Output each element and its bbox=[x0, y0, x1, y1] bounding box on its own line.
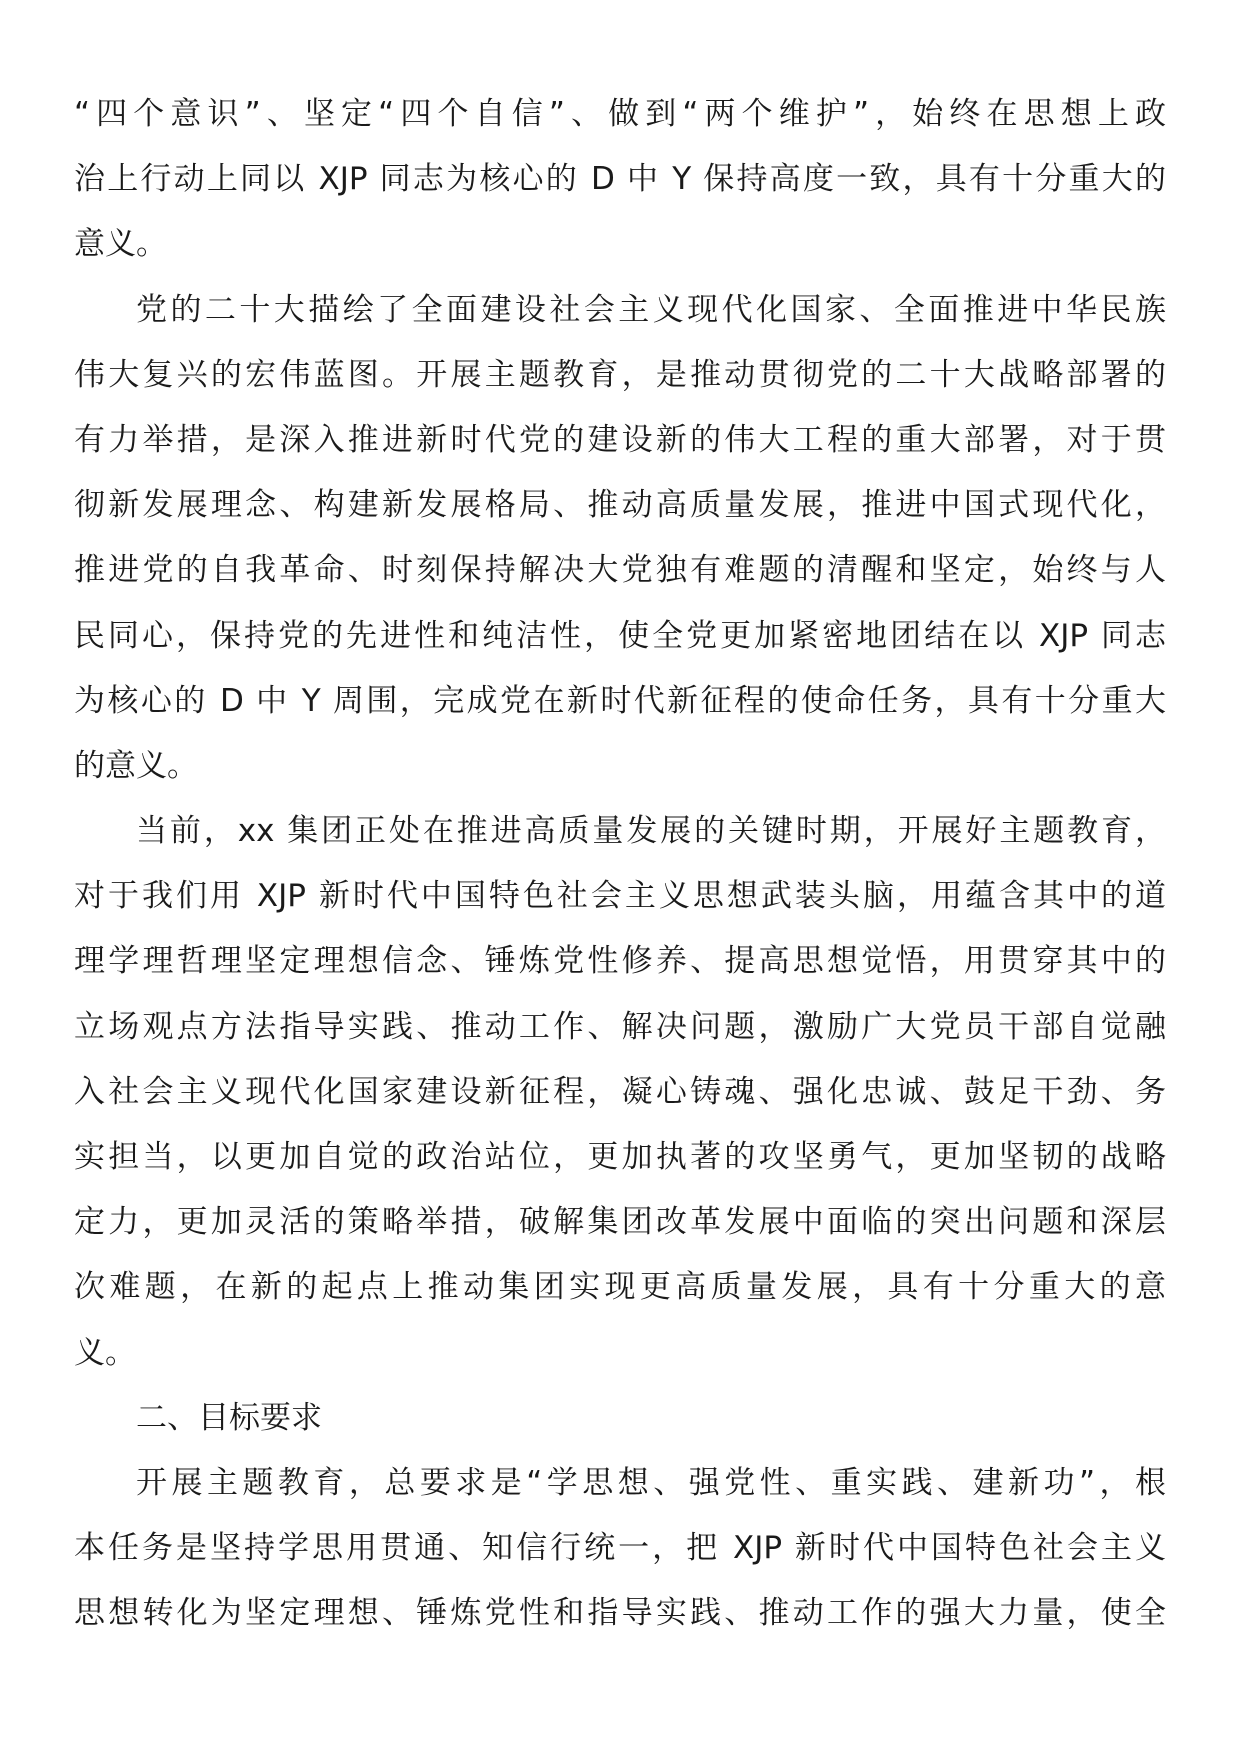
text-line: 本任务是坚持学思用贯通、知信行统一，把 XJP 新时代中国特色社会主义 bbox=[74, 1530, 1166, 1567]
text-line: 意义。 bbox=[74, 226, 167, 263]
text-line: 伟大复兴的宏伟蓝图。开展主题教育，是推动贯彻党的二十大战略部署的 bbox=[74, 356, 1166, 393]
section-heading: 二、目标要求 bbox=[136, 1399, 322, 1436]
text-line: 党的二十大描绘了全面建设社会主义现代化国家、全面推进中华民族 bbox=[136, 291, 1166, 328]
text-line: 治上行动上同以 XJP 同志为核心的 D 中 Y 保持高度一致，具有十分重大的 bbox=[74, 161, 1166, 198]
text-line: 开展主题教育，总要求是“学思想、强党性、重实践、建新功”，根 bbox=[136, 1464, 1166, 1501]
text-line: 次难题，在新的起点上推动集团实现更高质量发展，具有十分重大的意 bbox=[74, 1269, 1166, 1306]
text-line: 推进党的自我革命、时刻保持解决大党独有难题的清醒和坚定，始终与人 bbox=[74, 552, 1166, 589]
text-line: 有力举措，是深入推进新时代党的建设新的伟大工程的重大部署，对于贯 bbox=[74, 421, 1166, 458]
text-line: 思想转化为坚定理想、锤炼党性和指导实践、推动工作的强大力量，使全 bbox=[74, 1595, 1166, 1632]
text-line: 当前，xx 集团正处在推进高质量发展的关键时期，开展好主题教育， bbox=[136, 813, 1166, 850]
text-line: 为核心的 D 中 Y 周围，完成党在新时代新征程的使命任务，具有十分重大 bbox=[74, 682, 1166, 719]
text-line: 对于我们用 XJP 新时代中国特色社会主义思想武装头脑，用蕴含其中的道 bbox=[74, 878, 1166, 915]
text-line: 定力，更加灵活的策略举措，破解集团改革发展中面临的突出问题和深层 bbox=[74, 1204, 1166, 1241]
text-line: 义。 bbox=[74, 1334, 136, 1371]
text-line: 入社会主义现代化国家建设新征程，凝心铸魂、强化忠诚、鼓足干劲、务 bbox=[74, 1073, 1166, 1110]
text-line: 实担当，以更加自觉的政治站位，更加执著的攻坚勇气，更加坚韧的战略 bbox=[74, 1139, 1166, 1175]
text-line: 民同心，保持党的先进性和纯洁性，使全党更加紧密地团结在以 XJP 同志 bbox=[74, 617, 1166, 654]
text-line: 彻新发展理念、构建新发展格局、推动高质量发展，推进中国式现代化， bbox=[74, 487, 1166, 524]
text-line: 立场观点方法指导实践、推动工作、解决问题，激励广大党员干部自觉融 bbox=[74, 1008, 1166, 1045]
text-line: “四个意识”、坚定“四个自信”、做到“两个维护”，始终在思想上政 bbox=[74, 96, 1166, 132]
text-line: 的意义。 bbox=[74, 747, 198, 784]
document-body bbox=[74, 82, 1166, 1647]
text-line: 理学理哲理坚定理想信念、锤炼党性修养、提高思想觉悟，用贯穿其中的 bbox=[74, 943, 1166, 980]
